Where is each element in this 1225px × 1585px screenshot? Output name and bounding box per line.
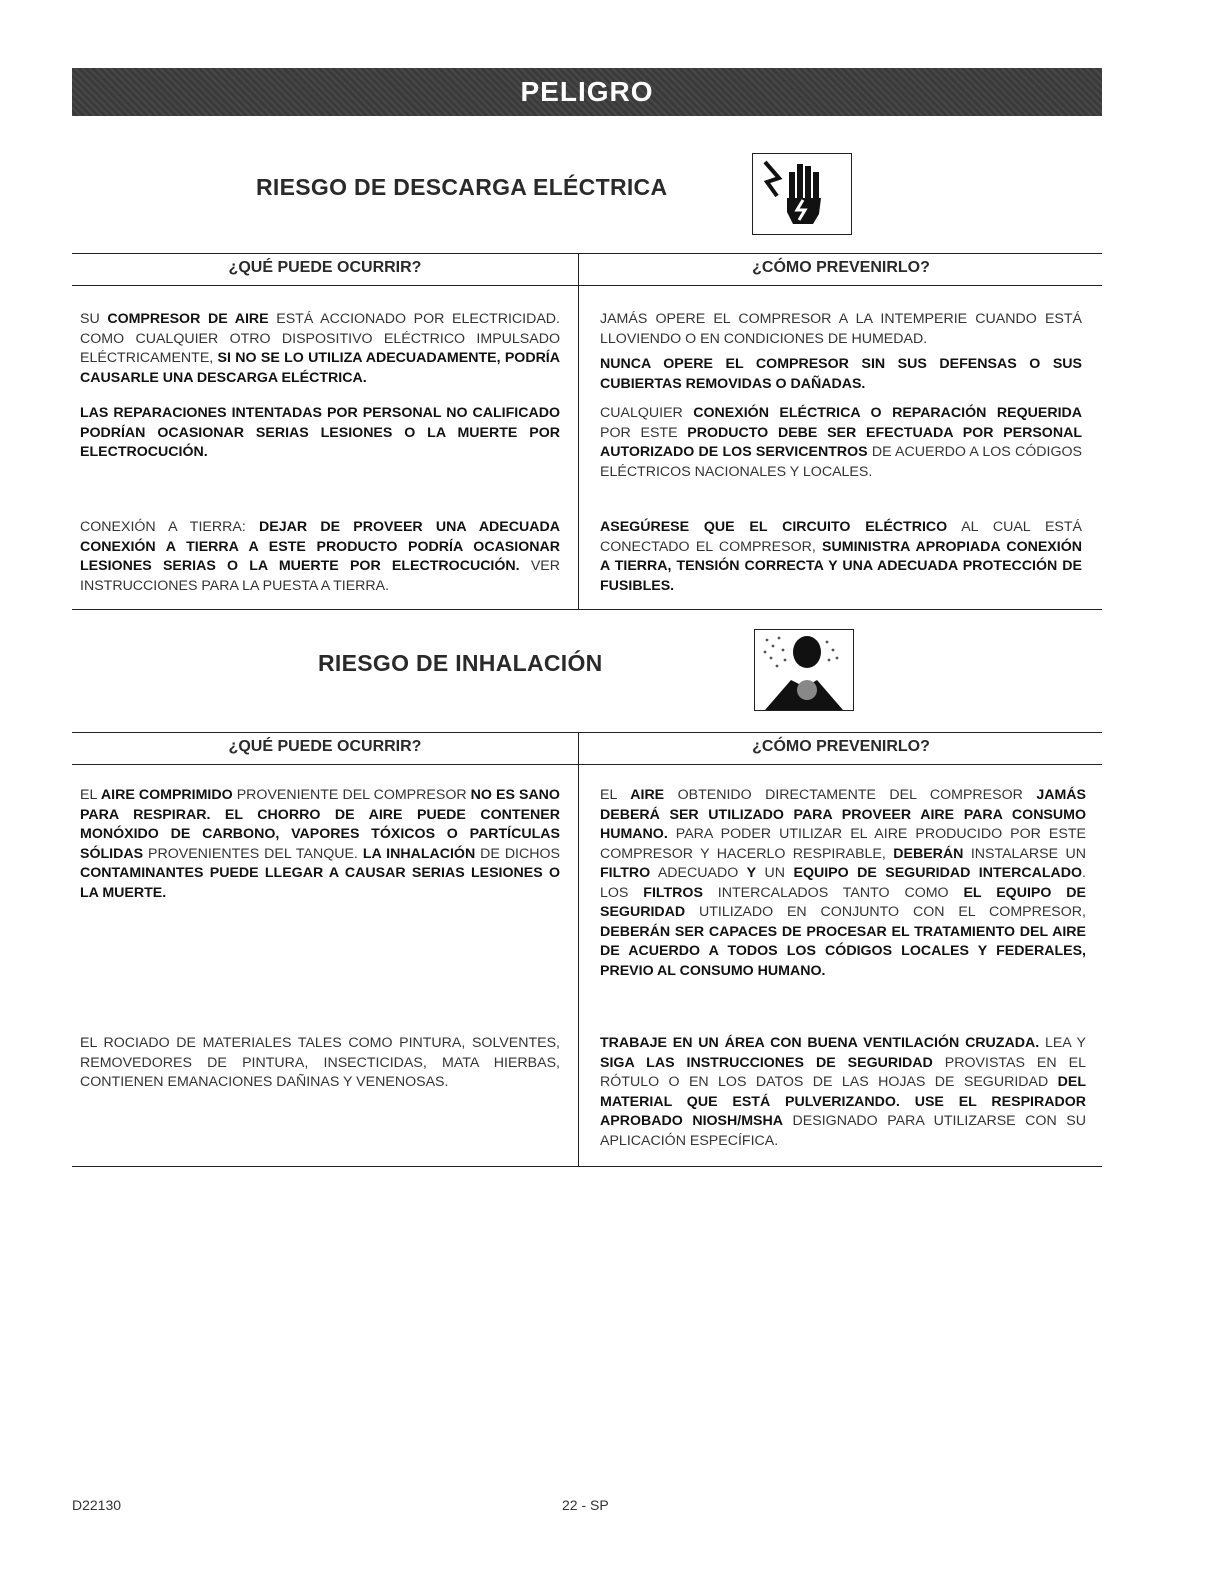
body-text: DESIGNADO PARA UTILIZARSE CON SU APLICACIÓN ESPECÍFICA. <box>600 1113 1086 1149</box>
emphasis-text: DEBERÁN <box>893 845 964 862</box>
body-text: INSTALARSE UN <box>963 845 1086 862</box>
emphasis-text: LA INHALACIÓN <box>362 845 476 862</box>
body-text: JAMÁS OPERE EL COMPRESOR A LA INTEMPERIE CUANDO ESTÁ LLOVIENDO O EN CONDICIONES DE HUMEDAD. <box>600 311 1082 347</box>
inhalation-column-divider <box>578 732 579 1166</box>
emphasis-text: ASEGÚRESE QUE EL CIRCUITO ELÉCTRICO <box>600 519 948 535</box>
emphasis-text: FILTROS <box>643 884 703 901</box>
emphasis-text: CONTAMINANTES PUEDE LLEGAR A CAUSAR SERIAS LESIONES O LA MUERTE. <box>80 865 560 901</box>
body-text: PROVISTAS EN EL RÓTULO O EN LOS DATOS DE LAS HOJAS DE SEGURIDAD <box>600 1054 1086 1090</box>
body-text: SU <box>80 311 108 327</box>
emphasis-text: COMPRESOR DE AIRE <box>107 311 269 327</box>
emphasis-text: DEBERÁN SER CAPACES DE PROCESAR EL TRATAMIENTO DEL AIRE DE ACUERDO A TODOS LOS CÓDIGOS LOCALES Y FEDERALES, PREVIO AL CONSUMO HUMANO. <box>600 923 1086 979</box>
body-text: PROVENIENTE DEL COMPRESOR <box>232 787 471 803</box>
body-text: PARA PODER UTILIZAR EL AIRE PRODUCIDO POR ESTE COMPRESOR Y HACERLO RESPIRABLE, <box>600 826 1086 862</box>
emphasis-text: Y <box>746 865 757 881</box>
banner-title: PELIGRO <box>520 76 654 107</box>
body-text: DE DICHOS <box>475 845 560 862</box>
body-text: POR ESTE <box>600 424 688 441</box>
emphasis-text: PRODUCTO DEBE SER EFECTUADA POR PERSONAL AUTORIZADO DE LOS SERVICENTROS <box>600 424 1083 460</box>
electric-shock-hazard-icon <box>752 153 852 235</box>
inhalation-left-paragraph <box>80 1034 560 1093</box>
emphasis-text: FILTRO <box>600 865 651 881</box>
electric-section-bottom-rule <box>72 609 1102 610</box>
electric-section-title: RIESGO DE DESCARGA ELÉCTRICA <box>256 174 668 200</box>
inhalation-right-paragraph <box>600 786 1086 981</box>
emphasis-text: LAS REPARACIONES INTENTADAS POR PERSONAL NO CALIFICADO PODRÍAN OCASIONAR SERIAS LESIONES O LA MUERTE POR ELECTROCUCIÓN. <box>80 405 560 460</box>
emphasis-text: JAMÁS DEBERÁ SER UTILIZADO PARA PROVEER AIRE PARA CONSUMO HUMANO. <box>600 787 1086 842</box>
electric-right-paragraph <box>600 404 1082 482</box>
inhalation-hazard-icon <box>754 629 854 711</box>
emphasis-text: TRABAJE EN UN ÁREA CON BUENA VENTILACIÓN CRUZADA. <box>600 1035 1040 1051</box>
inhalation-header-bottom-rule <box>72 764 1102 765</box>
document-code: D22130 <box>72 1497 122 1513</box>
electric-right-paragraph <box>600 310 1082 349</box>
inhalation-right-paragraph <box>600 1034 1086 1151</box>
body-text: ESTÁ ACCIONADO POR ELECTRICIDAD. COMO CUALQUIER OTRO DISPOSITIVO ELÉCTRICO IMPULSADO ELÉCTRICAMENTE, <box>80 311 560 366</box>
inhalation-what-can-happen-heading: ¿QUÉ PUEDE OCURRIR? <box>228 738 422 755</box>
emphasis-text: SI NO SE LO UTILIZA ADECUADAMENTE, PODRÍA CAUSARLE UNA DESCARGA ELÉCTRICA. <box>80 350 560 386</box>
body-text: INTERCALADOS TANTO COMO <box>702 884 964 901</box>
body-text: DE ACUERDO A LOS CÓDIGOS ELÉCTRICOS NACIONALES Y LOCALES. <box>600 444 1082 480</box>
body-text: EL ROCIADO DE MATERIALES TALES COMO PINTURA, SOLVENTES, REMOVEDORES DE PINTURA, INSECTICIDAS, MATA HIERBAS, CONTIENEN EMANACIONES DAÑINAS Y VENENOSAS. <box>80 1035 560 1090</box>
body-text: CUALQUIER <box>600 405 694 421</box>
emphasis-text: EQUIPO DE SEGURIDAD INTERCALADO <box>793 865 1083 881</box>
body-text: AL CUAL ESTÁ CONECTADO EL COMPRESOR, <box>600 519 1082 555</box>
electric-how-to-prevent-heading: ¿CÓMO PREVENIRLO? <box>752 259 930 276</box>
body-text: LEA Y <box>1039 1035 1086 1051</box>
electric-left-paragraph <box>80 404 560 463</box>
emphasis-text: CONEXIÓN ELÉCTRICA O REPARACIÓN REQUERIDA <box>693 405 1083 421</box>
emphasis-text: NUNCA OPERE EL COMPRESOR SIN SUS DEFENSAS O SUS CUBIERTAS REMOVIDAS O DAÑADAS. <box>600 356 1082 392</box>
inhalation-section-title: RIESGO DE INHALACIÓN <box>318 650 603 676</box>
electric-left-paragraph <box>80 310 560 388</box>
body-text: CONEXIÓN A TIERRA: <box>80 519 259 535</box>
danger-banner <box>72 68 1102 116</box>
electric-header-bottom-rule <box>72 285 1102 286</box>
electric-right-paragraph <box>600 518 1082 596</box>
electric-left-paragraph <box>80 518 560 596</box>
inhalation-left-paragraph <box>80 786 560 903</box>
emphasis-text: SUMINISTRA APROPIADA CONEXIÓN A TIERRA, TENSIÓN CORRECTA Y UNA ADECUADA PROTECCIÓN DE FUSIBLES. <box>600 538 1082 594</box>
electric-right-paragraph <box>600 355 1082 394</box>
body-text: . LOS <box>600 865 1086 901</box>
emphasis-text: SIGA LAS INSTRUCCIONES DE SEGURIDAD <box>600 1054 933 1071</box>
page-number: 22 - SP <box>562 1497 609 1513</box>
emphasis-text: EL EQUIPO DE SEGURIDAD <box>600 884 1086 920</box>
emphasis-text: DEJAR DE PROVEER UNA ADECUADA CONEXIÓN A TIERRA A ESTE PRODUCTO PODRÍA OCASIONAR LESIONES SERIAS O LA MUERTE POR ELECTROCUCIÓN. <box>80 519 560 574</box>
body-text: VER INSTRUCCIONES PARA LA PUESTA A TIERRA. <box>80 558 560 594</box>
emphasis-text: AIRE COMPRIMIDO <box>100 787 233 803</box>
body-text: PROVENIENTES DEL TANQUE. <box>143 845 363 862</box>
body-text: EL <box>80 787 101 803</box>
inhalation-header-top-rule <box>72 732 1102 733</box>
electric-header-top-rule <box>72 253 1102 254</box>
electric-column-divider <box>578 253 579 609</box>
inhalation-section-bottom-rule <box>72 1166 1102 1167</box>
emphasis-text: AIRE <box>630 787 665 803</box>
electric-what-can-happen-heading: ¿QUÉ PUEDE OCURRIR? <box>228 259 422 276</box>
body-text: UN <box>756 865 794 881</box>
emphasis-text: NO ES SANO PARA RESPIRAR. EL CHORRO DE AIRE PUEDE CONTENER MONÓXIDO DE CARBONO, VAPORES TÓXICOS O PARTÍCULAS SÓLIDAS <box>80 787 560 862</box>
body-text: OBTENIDO DIRECTAMENTE DEL COMPRESOR <box>664 787 1037 803</box>
emphasis-text: DEL MATERIAL QUE ESTÁ PULVERIZANDO. USE EL RESPIRADOR APROBADO NIOSH/MSHA <box>600 1074 1086 1129</box>
body-text: ADECUADO <box>650 865 747 881</box>
body-text: UTILIZADO EN CONJUNTO CON EL COMPRESOR, <box>685 904 1086 920</box>
inhalation-how-to-prevent-heading: ¿CÓMO PREVENIRLO? <box>752 738 930 755</box>
body-text: EL <box>600 787 631 803</box>
